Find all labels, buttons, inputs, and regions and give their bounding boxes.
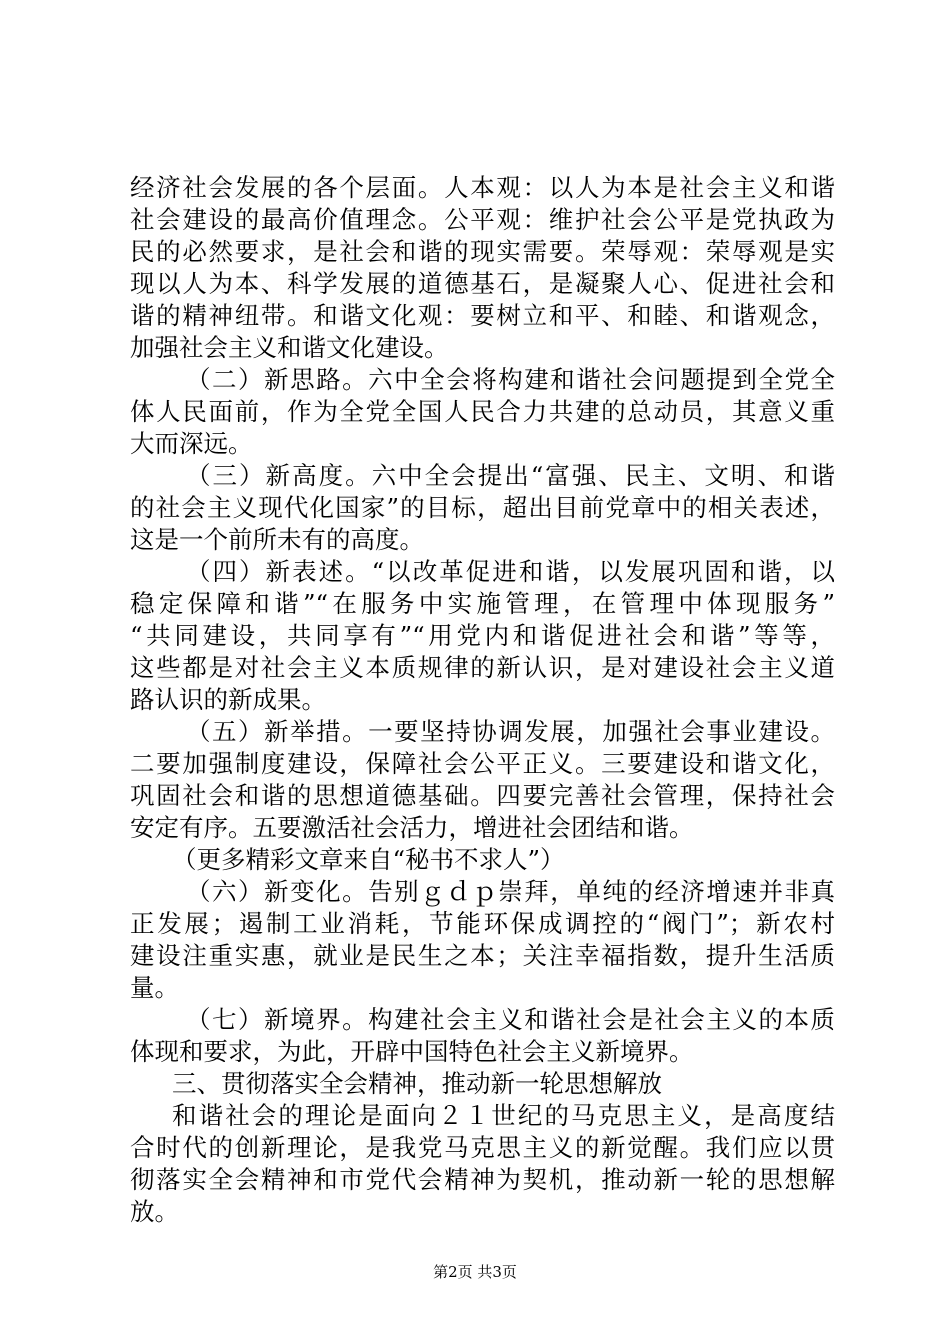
text-line: 谐的精神纽带。和谐文化观：要树立和平、和睦、和谐观念，	[130, 301, 835, 330]
paragraph-heading-line: （三）新高度。六中全会提出“富强、民主、文明、和谐	[186, 461, 835, 490]
text-line: 巩固社会和谐的思想道德基础。四要完善社会管理，保持社会	[130, 781, 835, 810]
text-line: 二要加强制度建设，保障社会公平正义。三要建设和谐文化，	[130, 749, 835, 778]
text-line: 放。	[130, 1197, 179, 1226]
source-note-line: （更多精彩文章来自“秘书不求人”）	[172, 845, 565, 874]
text-line: 量。	[130, 973, 179, 1002]
text-line: 大而深远。	[130, 429, 253, 458]
text-line: 体现和要求，为此，开辟中国特色社会主义新境界。	[130, 1037, 694, 1066]
text-line: 这些都是对社会主义本质规律的新认识，是对建设社会主义道	[130, 653, 835, 682]
text-line: 彻落实全会精神和市党代会精神为契机，推动新一轮的思想解	[130, 1165, 835, 1194]
text-line: 现以人为本、科学发展的道德基石，是凝聚人心、促进社会和	[130, 269, 835, 298]
text-line: 安定有序。五要激活社会活力，增进社会团结和谐。	[130, 813, 694, 842]
paragraph-first-line: 和谐社会的理论是面向２１世纪的马克思主义，是高度结	[172, 1101, 835, 1130]
section-heading: 三、贯彻落实全会精神，推动新一轮思想解放	[172, 1069, 662, 1098]
paragraph-heading-line: （四）新表述。“以改革促进和谐，以发展巩固和谐，以	[186, 557, 835, 586]
paragraph-heading-line: （二）新思路。六中全会将构建和谐社会问题提到全党全	[186, 365, 835, 394]
text-line: 正发展；遏制工业消耗，节能环保成调控的“阀门”；新农村	[130, 909, 835, 938]
text-line: 体人民面前，作为全党全国人民合力共建的总动员，其意义重	[130, 397, 835, 426]
text-line: 合时代的创新理论，是我党马克思主义的新觉醒。我们应以贯	[130, 1133, 835, 1162]
document-body	[130, 172, 835, 1228]
text-line: 稳定保障和谐”“在服务中实施管理，在管理中体现服务”	[130, 589, 835, 618]
page-number-footer: 第2页 共3页	[433, 1263, 517, 1281]
text-line: 经济社会发展的各个层面。人本观：以人为本是社会主义和谐	[130, 173, 835, 202]
text-line: 社会建设的最高价值理念。公平观：维护社会公平是党执政为	[130, 205, 835, 234]
paragraph-heading-line: （六）新变化。告别ｇｄｐ崇拜，单纯的经济增速并非真	[186, 877, 835, 906]
text-line: 的社会主义现代化国家”的目标，超出目前党章中的相关表述，	[130, 493, 835, 522]
text-line: 这是一个前所未有的高度。	[130, 525, 424, 554]
paragraph-heading-line: （五）新举措。一要坚持协调发展，加强社会事业建设。	[186, 717, 835, 746]
text-line: “共同建设，共同享有”“用党内和谐促进社会和谐”等等，	[130, 621, 835, 650]
paragraph-heading-line: （七）新境界。构建社会主义和谐社会是社会主义的本质	[186, 1005, 835, 1034]
text-line: 加强社会主义和谐文化建设。	[130, 333, 449, 362]
text-line: 建设注重实惠，就业是民生之本；关注幸福指数，提升生活质	[130, 941, 835, 970]
text-line: 民的必然要求，是社会和谐的现实需要。荣辱观：荣辱观是实	[130, 237, 835, 266]
text-line: 路认识的新成果。	[130, 685, 326, 714]
